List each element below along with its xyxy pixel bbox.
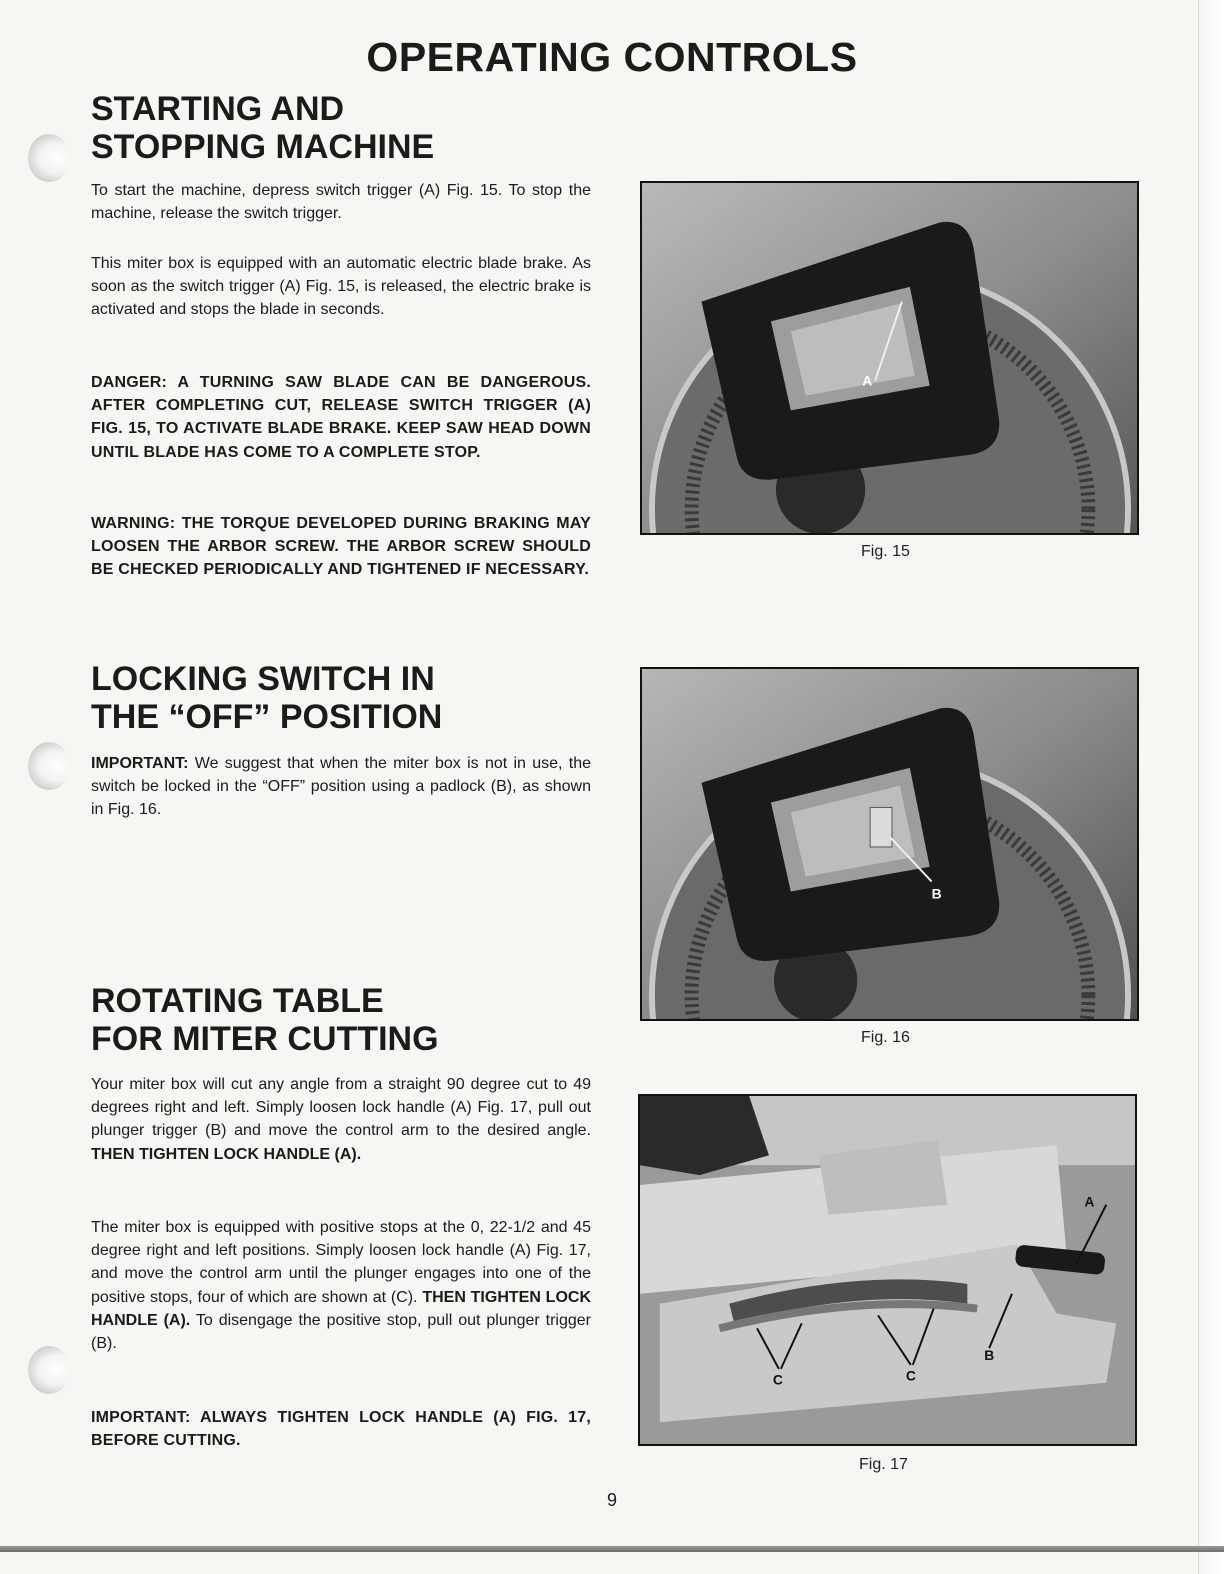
rotate-text: Your miter box will cut any angle from a straight 90 degree cut to 49 degrees right and left. Simply loosen lock handle (A) Fig. 17, pull out plunger trigger (B) and move the control arm to the desired angle. bbox=[91, 1076, 591, 1140]
danger-notice: DANGER: A TURNING SAW BLADE CAN BE DANGEROUS. AFTER COMPLETING CUT, RELEASE SWITCH TRIGGER (A) FIG. 15, TO ACTIVATE BLADE BRAKE. KEEP SAW HEAD DOWN UNTIL BLADE HAS COME TO A COMPLETE STOP. bbox=[91, 374, 591, 461]
warning-notice: WARNING: THE TORQUE DEVELOPED DURING BRAKING MAY LOOSEN THE ARBOR SCREW. THE ARBOR SCREW SHOULD BE CHECKED PERIODICALLY AND TIGHTENED IF NECESSARY. bbox=[91, 515, 591, 579]
heading-line: THE “OFF” POSITION bbox=[91, 698, 443, 736]
heading-rotating-table bbox=[91, 982, 611, 1058]
binder-hole-bottom bbox=[28, 1346, 70, 1394]
fig17-label-a: A bbox=[1084, 1193, 1095, 1210]
bottom-edge-rule bbox=[0, 1546, 1224, 1552]
heading-starting-stopping bbox=[91, 90, 611, 166]
heading-line: FOR MITER CUTTING bbox=[91, 1020, 439, 1058]
heading-line: STARTING AND bbox=[91, 90, 345, 128]
rotate-paragraph bbox=[91, 1073, 591, 1166]
positive-stops-paragraph bbox=[91, 1216, 591, 1355]
locking-important-paragraph bbox=[91, 752, 591, 822]
stops-tail: To disengage the positive stop, pull out plunger trigger (B). bbox=[91, 1311, 592, 1353]
stops-text: The miter box is equipped with positive stops at the 0, 22-1/2 and 45 degree right and left positions. Simply loosen lock handle (A) Fig. 17, and move the control arm until the plunger engages into one of the positive stops, four of which are shown at (C). bbox=[91, 1219, 591, 1306]
figure-15-caption: Fig. 15 bbox=[861, 543, 910, 560]
fig17-label-b: B bbox=[984, 1346, 995, 1363]
figure-17-illustration bbox=[640, 1096, 1135, 1444]
page-number: 9 bbox=[606, 1490, 617, 1510]
stops-bold: THEN TIGHTEN LOCK HANDLE (A). bbox=[91, 1288, 592, 1329]
fig17-label-c-left: C bbox=[772, 1371, 783, 1388]
brake-paragraph: This miter box is equipped with an automatic electric blade brake. As soon as the switch trigger (A) Fig. 15, is released, the electric brake is activated and stops the blade in seconds. bbox=[91, 255, 591, 319]
binder-hole-top bbox=[28, 134, 70, 182]
rotate-important-notice: IMPORTANT: ALWAYS TIGHTEN LOCK HANDLE (A) FIG. 17, BEFORE CUTTING. bbox=[91, 1409, 591, 1450]
important-text: We suggest that when the miter box is not in use, the switch be locked in the “OFF” position using a padlock (B), as shown in Fig. 16. bbox=[91, 755, 591, 819]
page-right-edge bbox=[1198, 0, 1224, 1574]
figure-16-illustration bbox=[642, 669, 1137, 1019]
binder-hole-middle bbox=[28, 742, 70, 790]
figure-15-illustration bbox=[642, 183, 1137, 533]
important-label: IMPORTANT: bbox=[91, 755, 189, 772]
fig16-label-b: B bbox=[931, 885, 942, 902]
fig15-label-a: A bbox=[862, 372, 873, 389]
fig17-label-c-right: C bbox=[905, 1367, 916, 1384]
figure-15-photo bbox=[640, 181, 1139, 535]
heading-line: LOCKING SWITCH IN bbox=[91, 660, 435, 698]
figure-16-photo bbox=[640, 667, 1139, 1021]
heading-line: STOPPING MACHINE bbox=[91, 128, 435, 166]
start-stop-paragraph: To start the machine, depress switch trigger (A) Fig. 15. To stop the machine, release the switch trigger. bbox=[91, 182, 591, 223]
heading-locking-switch bbox=[91, 660, 611, 736]
page-title: OPERATING CONTROLS bbox=[366, 34, 858, 80]
heading-line: ROTATING TABLE bbox=[91, 982, 384, 1020]
figure-17-photo bbox=[638, 1094, 1137, 1446]
figure-17-caption: Fig. 17 bbox=[859, 1456, 908, 1473]
rotate-bold: THEN TIGHTEN LOCK HANDLE (A). bbox=[91, 1145, 362, 1163]
figure-16-caption: Fig. 16 bbox=[861, 1029, 910, 1046]
